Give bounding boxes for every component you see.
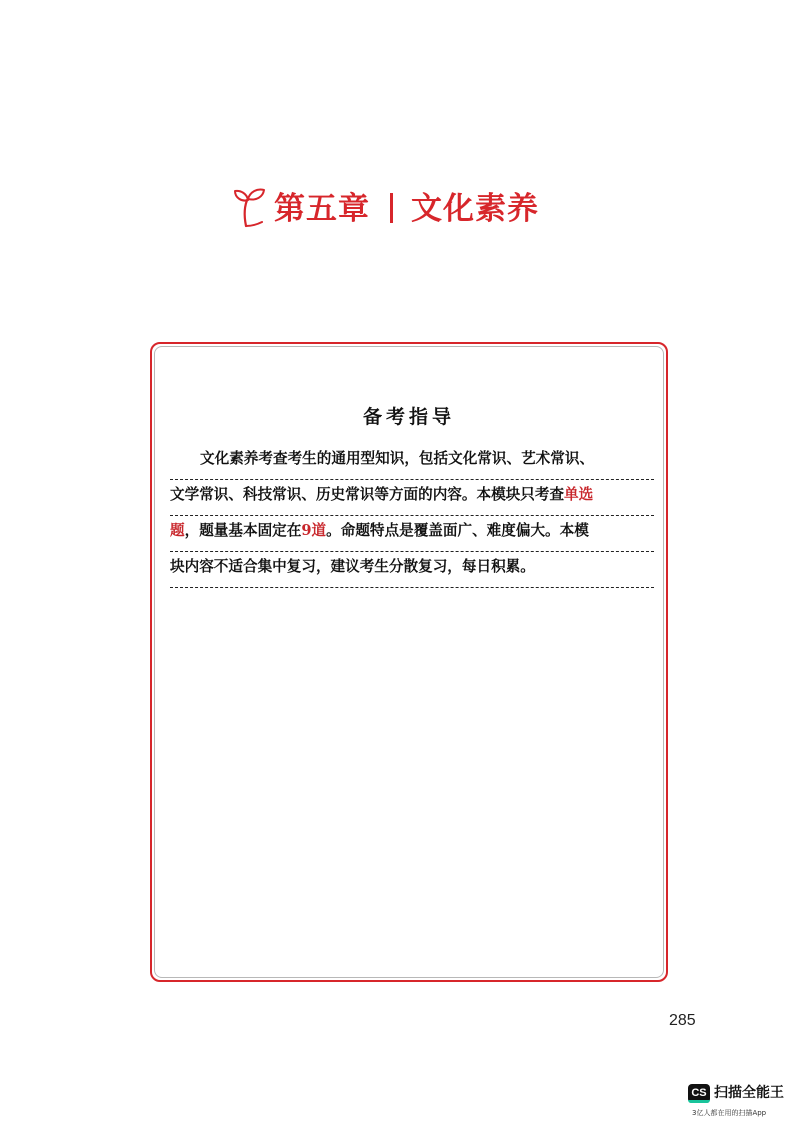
guide-text: 文学常识、科技常识、历史常识等方面的内容。本模块只考查 xyxy=(170,486,565,503)
guide-text: 。命题特点是覆盖面广、难度偏大。本模 xyxy=(326,522,589,539)
chapter-title xyxy=(274,183,539,228)
chapter-name: 文化素养 xyxy=(411,190,539,227)
guide-line-1 xyxy=(170,444,654,480)
guide-text: ，题量基本固定在 xyxy=(184,522,302,539)
chapter-divider xyxy=(390,193,393,223)
chapter-number: 第五章 xyxy=(274,190,370,227)
study-guide-body xyxy=(170,444,654,588)
guide-line-2 xyxy=(170,480,654,516)
page-number: 285 xyxy=(669,1012,696,1029)
chapter-heading xyxy=(232,180,539,230)
study-guide-box xyxy=(150,342,668,982)
camscanner-logo-icon: CS xyxy=(688,1084,710,1103)
watermark-app-name: 扫描全能王 xyxy=(714,1085,784,1101)
scanner-watermark xyxy=(688,1084,796,1124)
study-guide-title: 备考指导 xyxy=(362,406,455,428)
guide-line-4 xyxy=(170,552,654,588)
watermark-tagline: 3亿人都在用的扫描App xyxy=(692,1109,767,1117)
highlight-question-count: 9道 xyxy=(301,522,327,539)
sprout-icon xyxy=(232,182,272,228)
highlight-question: 题 xyxy=(170,522,185,539)
guide-text: 块内容不适合集中复习，建议考生分散复习，每日积累。 xyxy=(170,558,535,575)
guide-text: 文化素养考查考生的通用型知识，包括文化常识、艺术常识、 xyxy=(200,450,595,467)
guide-line-3 xyxy=(170,516,654,552)
highlight-single-choice: 单选 xyxy=(564,486,594,503)
